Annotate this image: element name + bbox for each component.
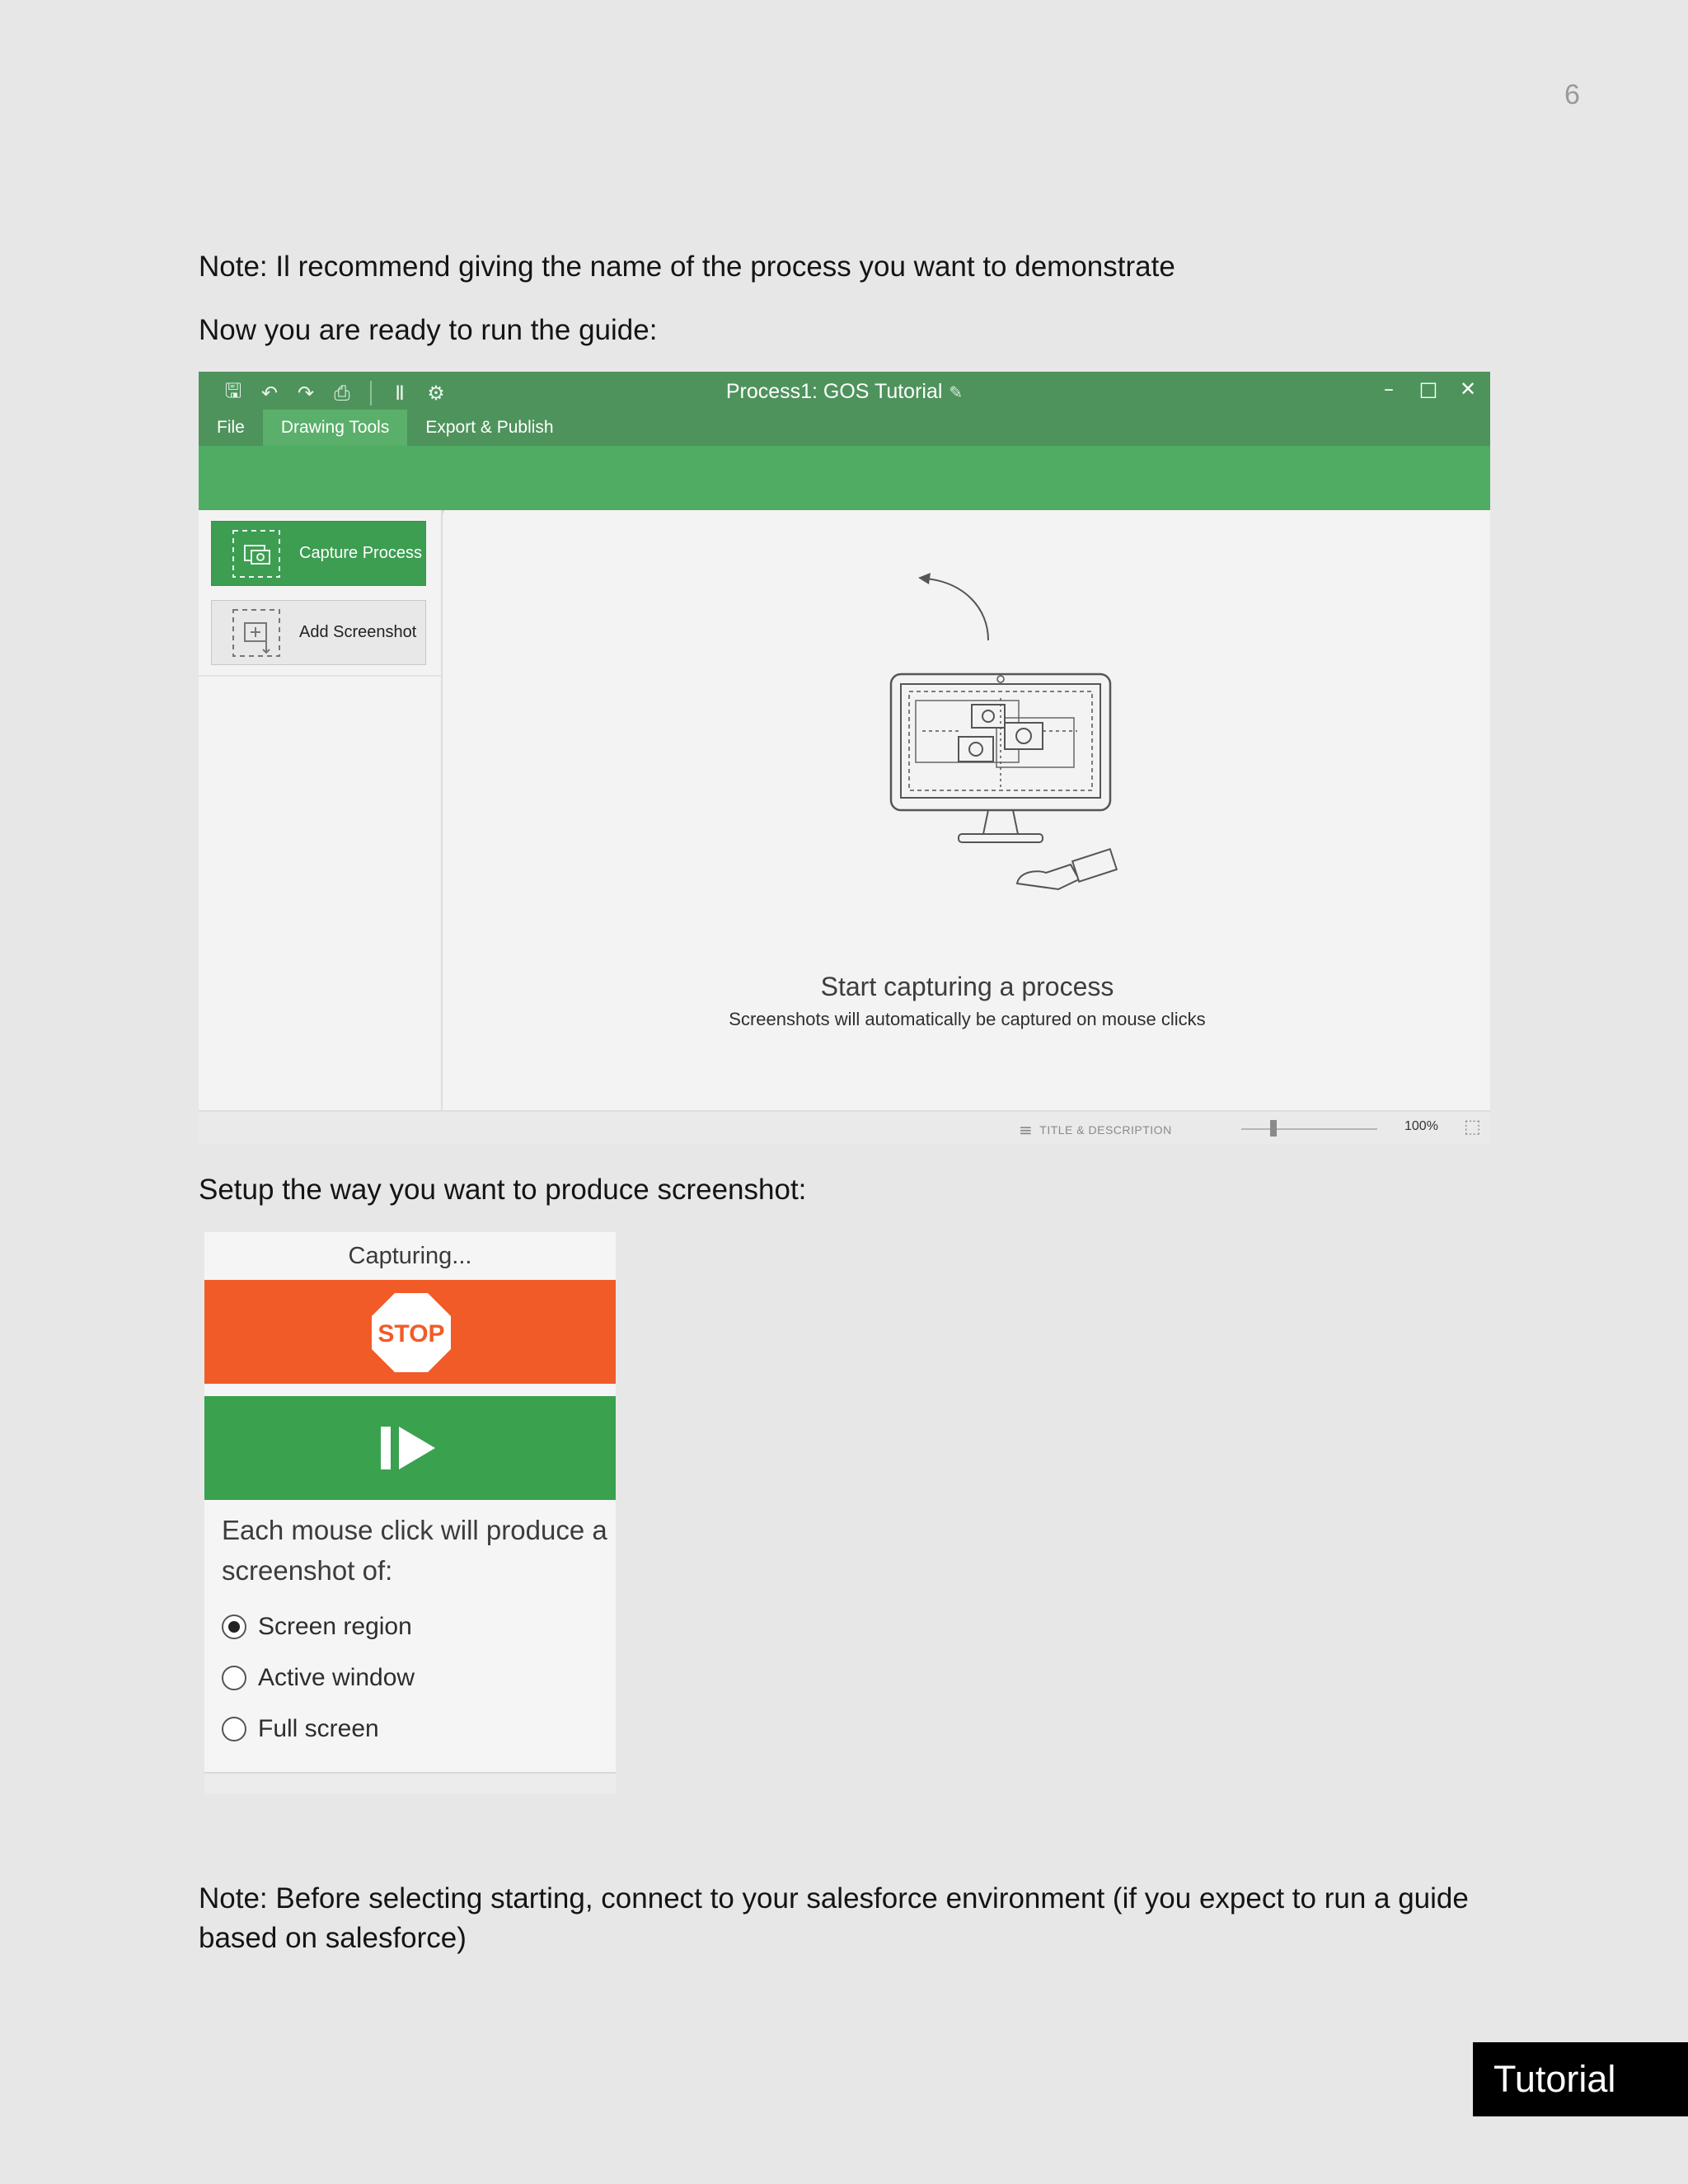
capturing-status-title: Capturing... [348, 1243, 472, 1269]
resume-button[interactable] [204, 1396, 616, 1500]
tab-drawing-tools[interactable]: Drawing Tools [263, 410, 408, 446]
option-label: Screen region [258, 1613, 412, 1640]
preview-icon[interactable]: ⎙ [334, 382, 350, 405]
radio-full-screen[interactable] [222, 1717, 246, 1741]
add-screenshot-button[interactable] [211, 600, 426, 665]
capture-process-label: Capture Process [299, 544, 422, 562]
sidebar [199, 510, 443, 1110]
title-description-toggle[interactable] [1019, 1120, 1172, 1140]
start-capturing-subtext: Screenshots will automatically be captured on mouse clicks [729, 1009, 1206, 1029]
close-icon[interactable]: ✕ [1459, 377, 1477, 401]
edit-title-icon[interactable]: ✎ [949, 382, 964, 402]
capture-canvas [444, 510, 1490, 1110]
add-screenshot-label: Add Screenshot [299, 623, 417, 641]
radio-active-window[interactable] [222, 1666, 246, 1690]
start-capturing-heading: Start capturing a process [820, 972, 1114, 1001]
tab-export-publish[interactable]: Export & Publish [425, 418, 554, 437]
stop-label: STOP [377, 1320, 445, 1347]
save-icon[interactable]: 🖫 [224, 378, 242, 402]
maximize-icon[interactable]: □ [1418, 377, 1438, 401]
window-title [199, 377, 1490, 407]
salesforce-note-paragraph: Note: Before selecting starting, connect to your salesforce environment (if you expect to run a guide based on salesforce) [199, 1882, 1469, 1954]
zoom-slider[interactable] [1241, 1128, 1377, 1130]
capture-mode-description: Each mouse click will produce a screenshot of: [222, 1515, 607, 1586]
minimize-icon[interactable]: – [1384, 377, 1394, 401]
ready-paragraph: Now you are ready to run the guide: [199, 314, 658, 346]
library-icon[interactable]: Ⅱ [395, 382, 405, 405]
radio-screen-region[interactable] [222, 1615, 246, 1639]
app-window-screenshot [199, 372, 1490, 1145]
fit-to-window-icon[interactable]: ⬚ [1464, 1117, 1481, 1137]
capture-process-button[interactable] [211, 521, 426, 586]
page-number: 6 [1564, 79, 1580, 110]
option-active-window[interactable] [222, 1664, 415, 1692]
text-lines-icon: ≡ [1019, 1120, 1034, 1140]
zoom-level: 100% [1404, 1119, 1438, 1133]
option-full-screen[interactable] [222, 1715, 379, 1743]
stop-sign-icon [370, 1291, 452, 1374]
ribbon-bar [199, 446, 1490, 510]
redo-icon[interactable]: ↷ [297, 382, 315, 405]
panel-footer [204, 1772, 616, 1793]
capture-panel-screenshot [204, 1232, 616, 1793]
zoom-slider-handle[interactable] [1270, 1120, 1277, 1137]
note-paragraph: Note: Il recommend giving the name of the process you want to demonstrate [199, 251, 1175, 283]
option-label: Full screen [258, 1715, 379, 1742]
status-bar [199, 1110, 1490, 1145]
stop-button[interactable] [204, 1280, 616, 1384]
title-bar [199, 372, 1490, 446]
window-controls [1375, 375, 1482, 403]
play-pause-icon [381, 1425, 438, 1471]
ribbon-tabs [199, 410, 572, 446]
option-label: Active window [258, 1664, 415, 1691]
setup-paragraph: Setup the way you want to produce screenshot: [199, 1174, 807, 1206]
window-title-text: Process1: GOS Tutorial [725, 380, 943, 403]
capture-illustration [873, 566, 1145, 937]
tutorial-footer-tab: Tutorial [1473, 2042, 1688, 2116]
option-screen-region[interactable] [222, 1613, 412, 1641]
add-screenshot-icon [230, 607, 283, 659]
title-description-label: TITLE & DESCRIPTION [1039, 1123, 1172, 1137]
settings-icon[interactable]: ⚙ [427, 382, 445, 405]
capture-icon [230, 527, 283, 580]
undo-icon[interactable]: ↶ [260, 382, 279, 405]
tab-file[interactable]: File [217, 418, 245, 437]
sidebar-divider [199, 675, 441, 677]
